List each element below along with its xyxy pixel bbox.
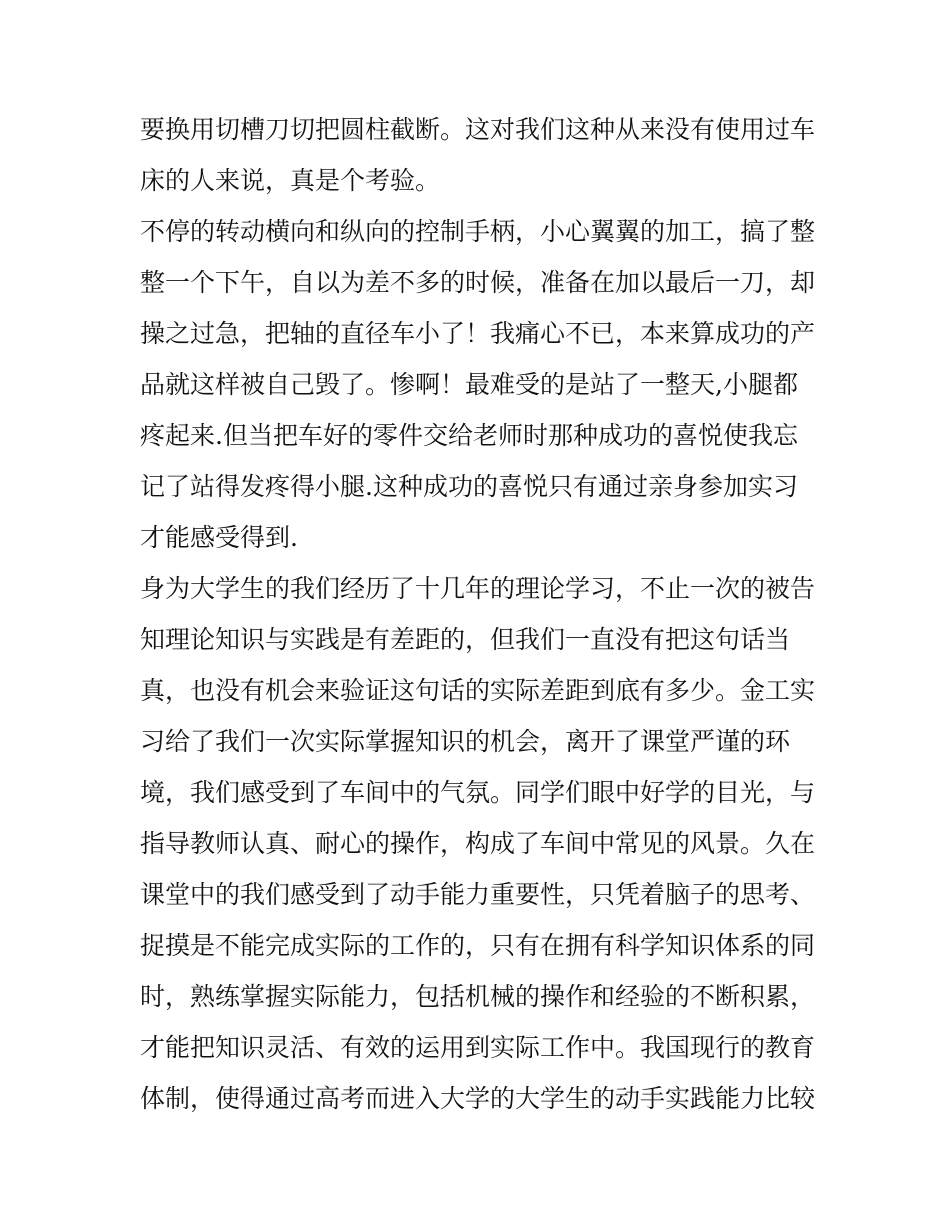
text-line: 时，熟练掌握实际能力，包括机械的操作和经验的不断积累， bbox=[140, 982, 816, 1011]
text-line: 指导教师认真、耐心的操作，构成了车间中常见的风景。久在 bbox=[140, 829, 816, 858]
text-line: 习给了我们一次实际掌握知识的机会，离开了课堂严谨的环 bbox=[140, 727, 791, 756]
text-line: 境，我们感受到了车间中的气氛。同学们眼中好学的目光，与 bbox=[140, 778, 816, 807]
text-line: 整一个下午，自以为差不多的时候，准备在加以最后一刀，却 bbox=[140, 268, 816, 297]
text-line: 床的人来说，真是个考验。 bbox=[140, 166, 441, 195]
text-line: 才能把知识灵活、有效的运用到实际工作中。我国现行的教育 bbox=[140, 1033, 816, 1062]
text-line: 课堂中的我们感受到了动手能力重要性，只凭着脑子的思考、 bbox=[140, 880, 816, 909]
text-line: 真，也没有机会来验证这句话的实际差距到底有多少。金工实 bbox=[140, 676, 816, 705]
text-line: 知理论知识与实践是有差距的，但我们一直没有把这句话当 bbox=[140, 625, 791, 654]
text-line: 捉摸是不能完成实际的工作的，只有在拥有科学知识体系的同 bbox=[140, 931, 816, 960]
text-line: 才能感受得到. bbox=[140, 523, 298, 552]
text-line: 体制，使得通过高考而进入大学的大学生的动手实践能力比较 bbox=[140, 1084, 816, 1113]
text-line: 疼起来.但当把车好的零件交给老师时那种成功的喜悦使我忘 bbox=[140, 421, 798, 450]
text-line: 要换用切槽刀切把圆柱截断。这对我们这种从来没有使用过车 bbox=[140, 115, 816, 144]
text-line: 操之过急，把轴的直径车小了！我痛心不已，本来算成功的产 bbox=[140, 319, 816, 348]
document-body bbox=[140, 104, 830, 1124]
text-line: 身为大学生的我们经历了十几年的理论学习，不止一次的被告 bbox=[140, 574, 816, 603]
text-line: 不停的转动横向和纵向的控制手柄，小心翼翼的加工，搞了整 bbox=[140, 217, 816, 246]
text-line: 品就这样被自己毁了。惨啊！最难受的是站了一整天,小腿都 bbox=[140, 370, 798, 399]
text-line: 记了站得发疼得小腿.这种成功的喜悦只有通过亲身参加实习 bbox=[140, 472, 798, 501]
